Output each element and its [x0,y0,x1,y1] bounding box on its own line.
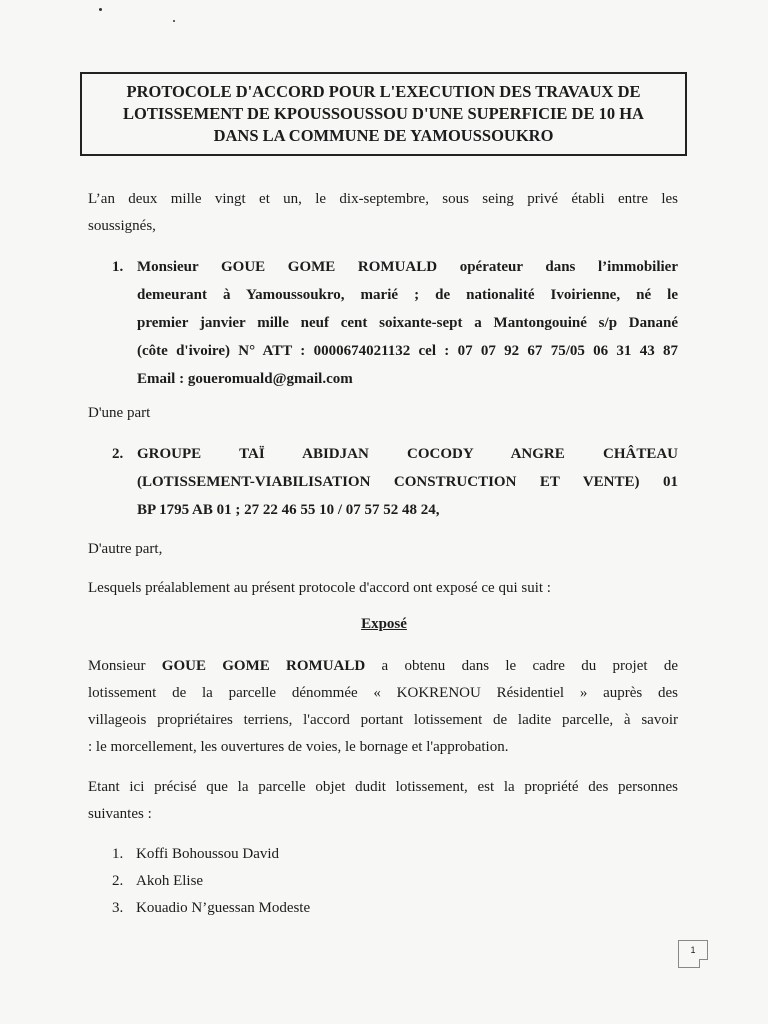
etant-line-2: suivantes : [88,806,152,822]
dune-part [88,400,678,427]
party-1-line-1: Monsieur GOUE GOME ROMUALD opérateur dans l’immobilier [137,259,678,275]
list-item [112,868,310,895]
owners-list [112,841,310,922]
expose-line-1-pre: Monsieur [88,658,146,674]
party-1-line-3: premier janvier mille neuf cent soixante-sept a Mantongouiné s/p Danané [137,315,678,331]
expose-paragraph [88,653,678,761]
intro-line-1: L’an deux mille vingt et un, le dix-septembre, sous seing privé établi entre les [88,191,678,207]
scan-speck [99,8,102,11]
intro-paragraph [88,186,678,240]
expose-line-1 [88,653,678,680]
expose-line-4: : le morcellement, les ouvertures de voies, le bornage et l'approbation. [88,739,509,755]
expose-line-1-name: GOUE GOME ROMUALD [161,658,366,674]
title-line-1: PROTOCOLE D'ACCORD POUR L'EXECUTION DES TRAVAUX DE [126,82,641,101]
page-number: 1 [678,940,708,968]
scan-speck [173,20,175,22]
dune-part-text: D'une part [88,405,151,421]
party-1-line-2: demeurant à Yamoussoukro, marié ; de nationalité Ivoirienne, né le [137,287,678,303]
lesquels-paragraph [88,575,678,602]
intro-line-2: soussignés, [88,218,156,234]
owner-number: 2. [112,873,124,889]
party-2 [112,440,678,524]
party-2-number: 2. [112,446,124,462]
etant-line-1: Etant ici précisé que la parcelle objet dudit lotissement, est la propriété des personnes [88,779,678,795]
document-title-box [80,72,687,156]
party-2-line-2: (LOTISSEMENT-VIABILISATION CONSTRUCTION ET VENTE) 01 [137,474,678,490]
title-line-3: DANS LA COMMUNE DE YAMOUSSOUKRO [213,126,554,145]
party-1-line-4: (côte d'ivoire) N° ATT : 0000674021132 cel : 07 07 92 67 75/05 06 31 43 87 [137,343,678,359]
expose-line-3: villageois propriétaires terriens, l'accord portant lotissement de ladite parcelle, à savoir [88,712,678,728]
lesquels-text: Lesquels préalablement au présent protocole d'accord ont exposé ce qui suit : [88,580,551,596]
party-2-line-1: GROUPE TAÏ ABIDJAN COCODY ANGRE CHÂTEAU [137,446,678,462]
party-1-number: 1. [112,259,124,275]
owner-name: Akoh Elise [136,873,204,889]
expose-line-1-post: a obtenu dans le cadre du projet de [381,658,678,674]
owner-name: Koffi Bohoussou David [136,846,280,862]
etant-paragraph [88,774,678,828]
dautre-part-text: D'autre part, [88,541,163,557]
party-1 [112,253,678,393]
title-line-2: LOTISSEMENT DE KPOUSSOUSSOU D'UNE SUPERFICIE DE 10 HA [123,104,644,123]
expose-heading: Exposé [361,616,407,632]
party-2-line-3: BP 1795 AB 01 ; 27 22 46 55 10 / 07 57 52 48 24, [137,502,440,518]
party-1-email: Email : goueromuald@gmail.com [137,371,353,387]
owner-name: Kouadio N’guessan Modeste [136,900,311,916]
list-item [112,841,310,868]
owner-number: 3. [112,900,124,916]
list-item [112,895,310,922]
expose-line-2: lotissement de la parcelle dénommée « KOKRENOU Résidentiel » auprès des [88,685,678,701]
dautre-part [88,536,678,563]
owner-number: 1. [112,846,124,862]
